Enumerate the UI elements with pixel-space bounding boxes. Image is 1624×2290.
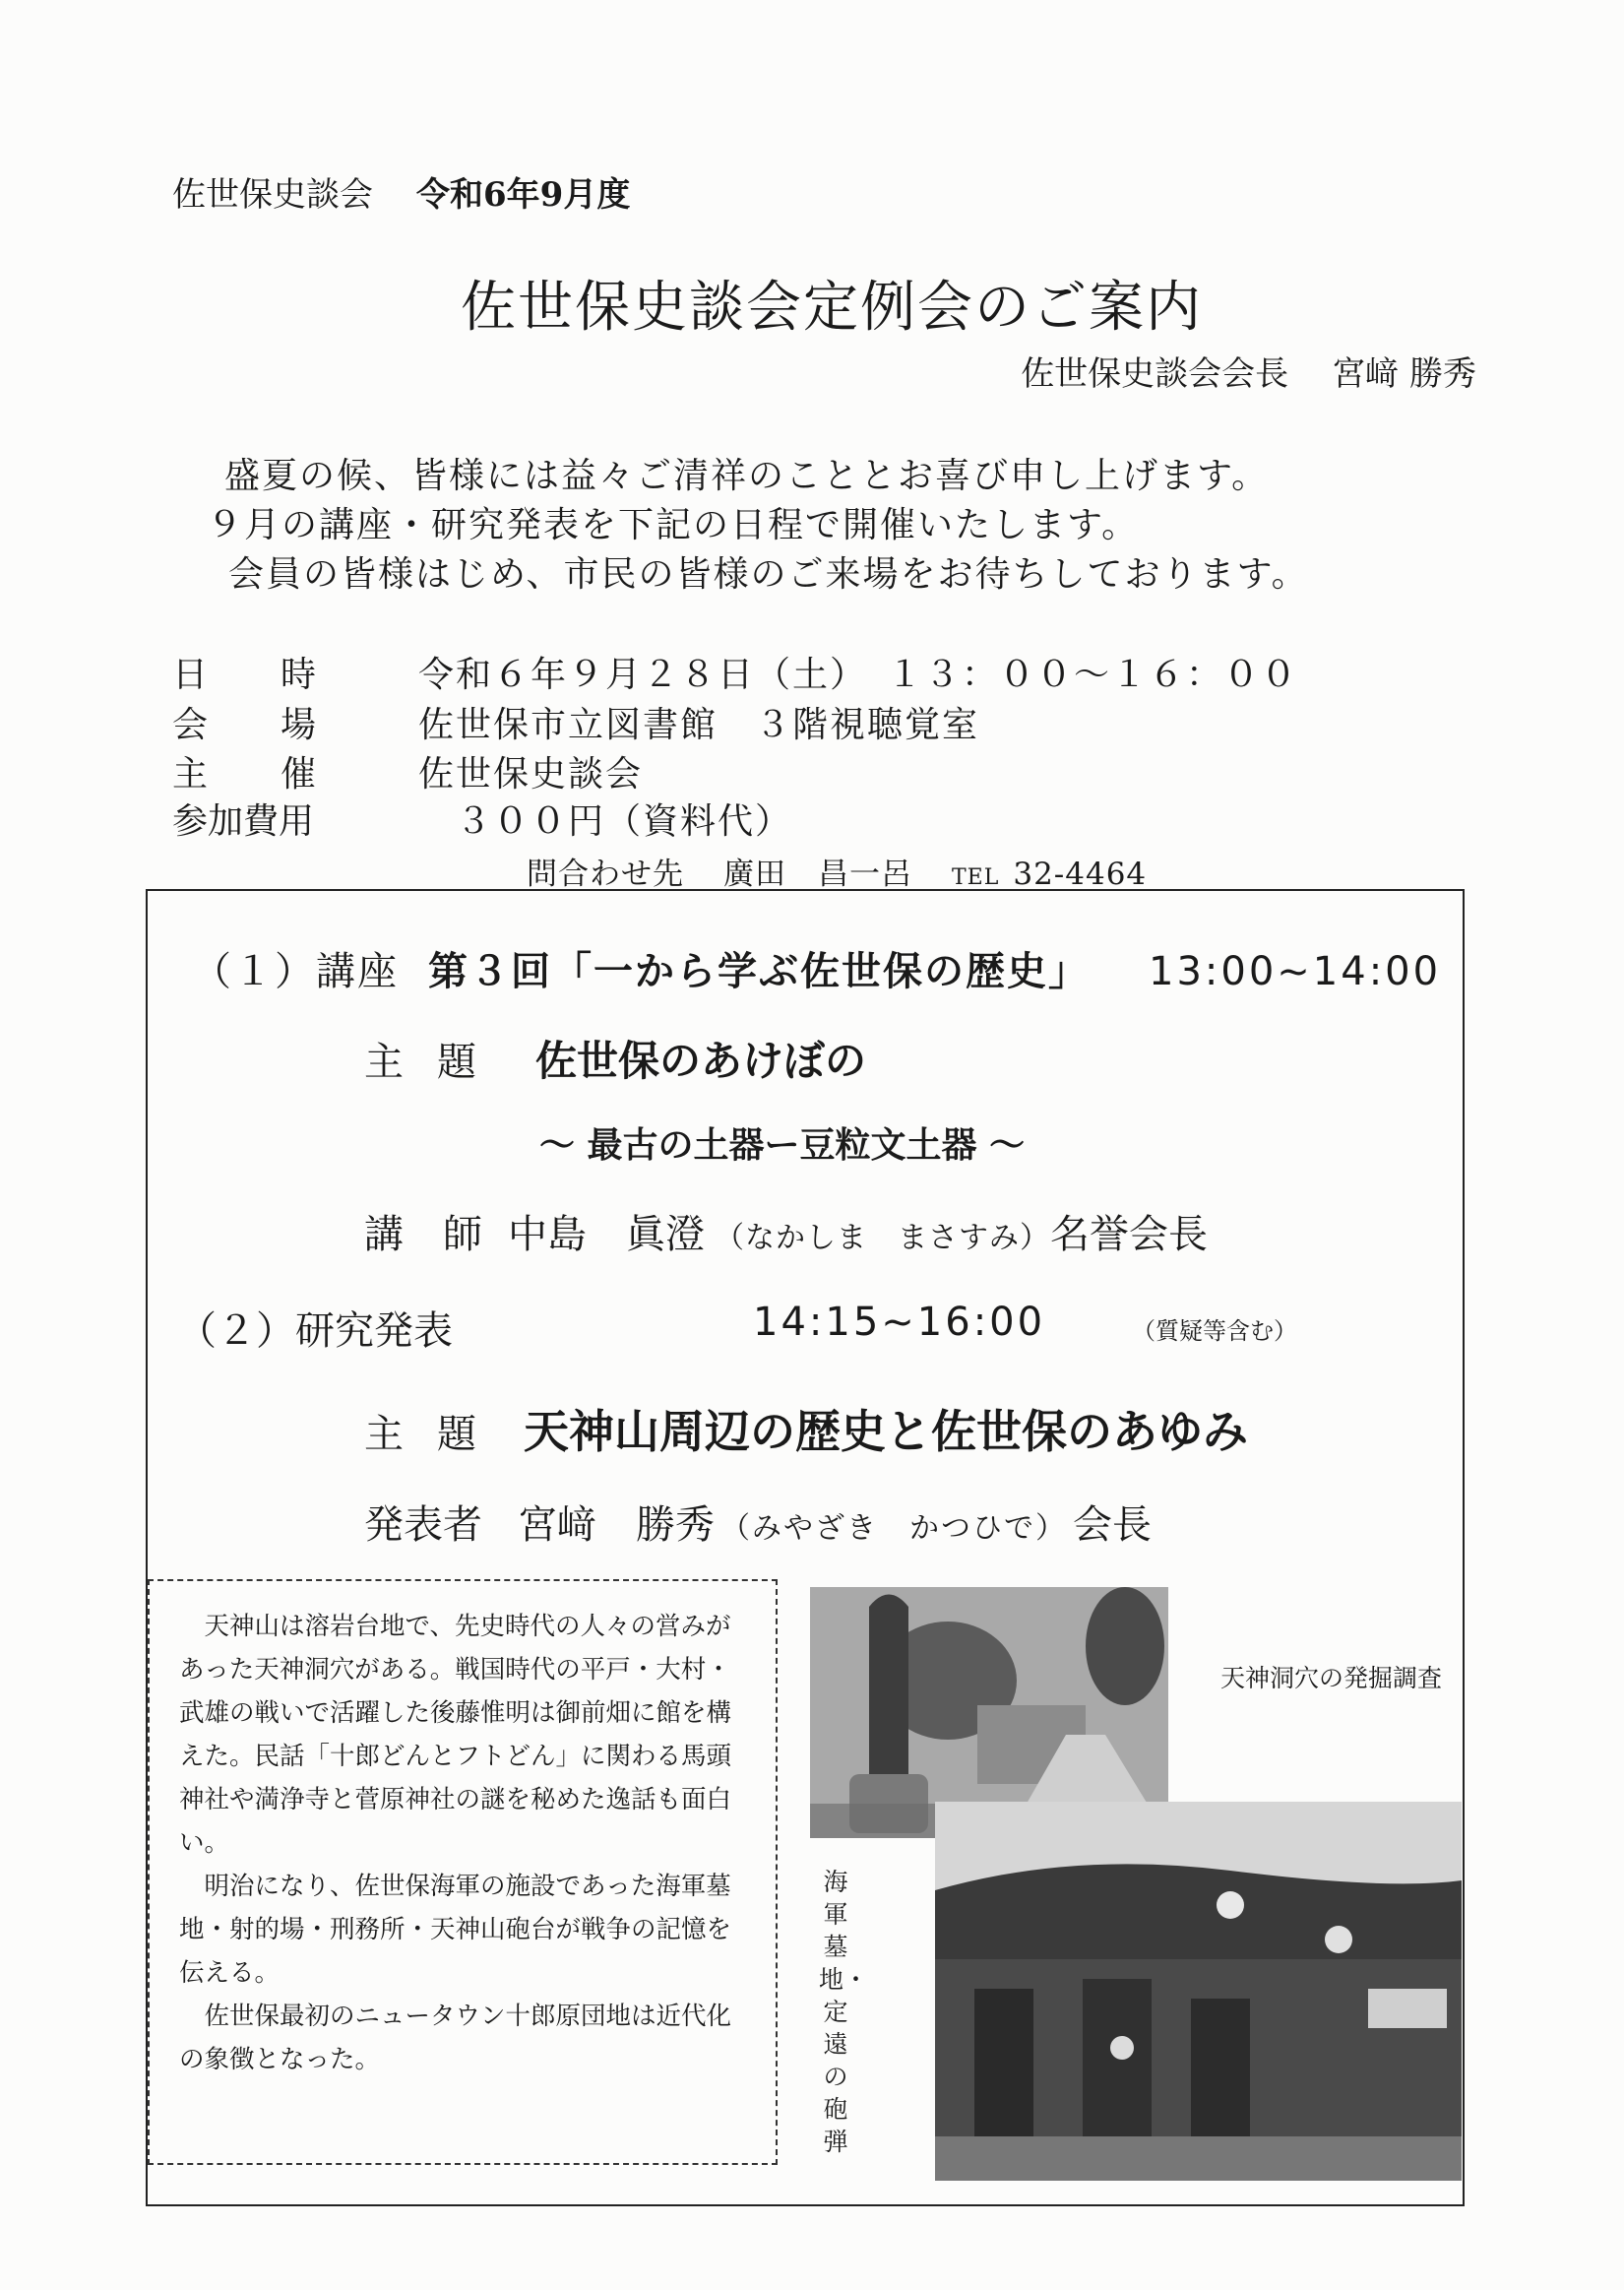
president-line bbox=[1021, 347, 1476, 395]
organization-name: 佐世保史談会 bbox=[172, 175, 373, 215]
cemetery-photo-graphic bbox=[810, 1587, 1168, 1838]
lecturer-reading: （なかしま まさすみ） bbox=[715, 1221, 1050, 1255]
lecture-theme-line bbox=[364, 1029, 866, 1088]
presenter-name: 宮﨑 勝秀 bbox=[518, 1502, 715, 1548]
detail-host bbox=[172, 746, 643, 796]
detail-value: 令和６年９月２８日（土） １３：００〜１６：００ bbox=[418, 655, 1299, 695]
lecture-time: 13:00~14:00 bbox=[1149, 949, 1442, 994]
presenter-line bbox=[364, 1494, 1152, 1550]
detail-value: 佐世保市立図書館 ３階視聴覚室 bbox=[418, 705, 980, 745]
cemetery-photo bbox=[810, 1587, 1168, 1838]
detail-label: 主催 bbox=[172, 754, 390, 795]
presentation-heading bbox=[177, 1300, 1297, 1356]
detail-datetime bbox=[172, 647, 1298, 697]
detail-label: 会場 bbox=[172, 705, 390, 745]
lecturer-label: 講 師 bbox=[364, 1212, 482, 1257]
greeting-line-2: ９月の講座・研究発表を下記の日程で開催いたします。 bbox=[207, 505, 1140, 545]
inquiry-name: 廣田 昌一呂 bbox=[723, 857, 912, 892]
lecture-series: 第３回「一から学ぶ佐世保の歴史」 bbox=[428, 948, 1090, 994]
inquiry-line bbox=[527, 849, 1186, 893]
detail-venue bbox=[172, 697, 979, 747]
presentation-number: （２）研究発表 bbox=[177, 1308, 453, 1354]
presenter-role: 会長 bbox=[1073, 1502, 1152, 1548]
lecturer-role: 名誉会長 bbox=[1050, 1212, 1208, 1257]
lecture-theme: 佐世保のあけぼの bbox=[535, 1037, 867, 1085]
presentation-time: 14:15~16:00 bbox=[753, 1300, 1046, 1345]
lecture-subtitle: 〜 最古の土器ー豆粒文土器 〜 bbox=[539, 1124, 1026, 1166]
detail-label: 日時 bbox=[172, 655, 390, 695]
greeting-line-3: 会員の皆様はじめ、市民の皆様のご来場をお待ちしております。 bbox=[228, 554, 1309, 595]
theme-label: 主題 bbox=[364, 1040, 510, 1085]
excavation-photo bbox=[935, 1802, 1462, 2181]
presentation-theme: 天神山周辺の歴史と佐世保のあゆみ bbox=[524, 1405, 1248, 1458]
cemetery-caption: 海軍墓地・定遠の砲弾 bbox=[819, 1868, 869, 2156]
excavation-photo-graphic bbox=[935, 1802, 1462, 2181]
presenter-label: 発表者 bbox=[364, 1502, 482, 1548]
presentation-note: （質疑等含む） bbox=[1132, 1317, 1297, 1345]
greeting-line-1: 盛夏の候、皆様には益々ご清祥のこととお喜び申し上げます。 bbox=[224, 456, 1270, 496]
tel-label: TEL bbox=[952, 865, 1000, 890]
history-paragraph: 佐世保最初のニュータウン十郎原団地は近代化の象徴となった。 bbox=[179, 2002, 732, 2074]
tel-number: 32-4464 bbox=[1013, 857, 1148, 892]
detail-fee bbox=[172, 794, 792, 844]
lecture-number: （１）講座 bbox=[192, 949, 399, 994]
month-label: 令和6年9月度 bbox=[416, 175, 631, 215]
lecture-heading bbox=[192, 940, 1441, 996]
excavation-caption: 天神洞穴の発掘調査 bbox=[1220, 1664, 1443, 1692]
history-paragraph: 明治になり、佐世保海軍の施設であった海軍墓地・射的場・刑務所・天神山砲台が戦争の記憶を伝える。 bbox=[179, 1872, 732, 1988]
history-text-box bbox=[148, 1579, 778, 2165]
president-title: 佐世保史談会会長 bbox=[1021, 354, 1289, 394]
detail-value: 佐世保史談会 bbox=[418, 754, 644, 795]
lecturer-name: 中島 眞澄 bbox=[508, 1212, 705, 1257]
history-paragraph: 天神山は溶岩台地で、先史時代の人々の営みがあった天神洞穴がある。戦国時代の平戸・大村・武雄の戦いで活躍した後藤惟明は御前畑に館を構えた。民話「十郎どんとフトどん」に関わる馬頭神社や満浄寺と菅原神社の謎を秘めた逸話も面白い。 bbox=[179, 1612, 732, 1858]
presentation-theme-line bbox=[364, 1396, 1248, 1461]
header-line bbox=[172, 167, 630, 216]
presenter-reading: （みやざき かつひで） bbox=[720, 1511, 1067, 1546]
president-name: 宮﨑 勝秀 bbox=[1332, 354, 1476, 394]
detail-label: 参加費用 bbox=[172, 801, 315, 842]
detail-value: ３００円（資料代） bbox=[418, 801, 793, 842]
lecturer-line bbox=[364, 1203, 1208, 1259]
inquiry-label: 問合わせ先 bbox=[527, 857, 684, 892]
theme-label: 主題 bbox=[364, 1412, 510, 1457]
page-title: 佐世保史談会定例会のご案内 bbox=[461, 276, 1203, 340]
